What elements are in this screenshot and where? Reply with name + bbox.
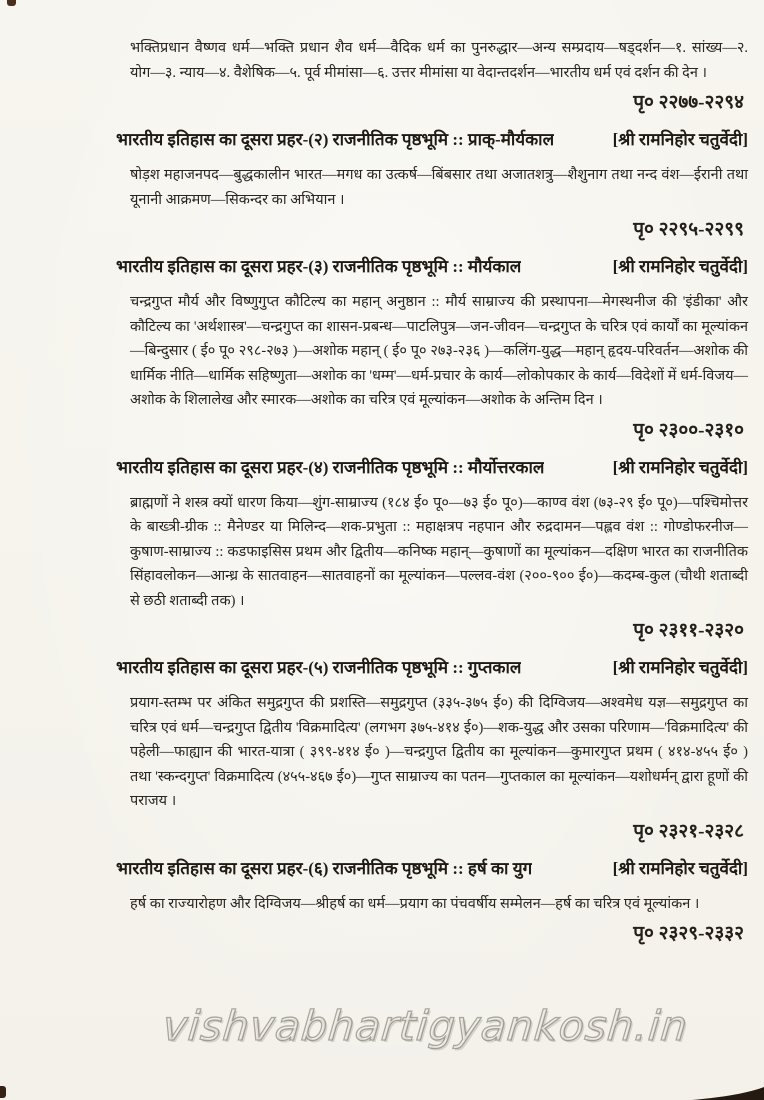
section-body: चन्द्रगुप्त मौर्य और विष्णुगुप्त कौटिल्य का महान् अनुष्ठान :: मौर्य साम्राज्य की प्रस्थापना—मेगस्थनीज की 'इंडीका' और कौटिल्य का 'अर्थशास्त्र'—चन्द्रगुप्त का शासन-प्रबन्ध—पाटलिपुत्र—जन-जीवन—चन्द्रगुप्त के चरित्र एवं कार्यों का मूल्यांकन—बिन्दुसार ( ई० पू० २९८-२७३ )—अशोक महान् ( ई० पू० २७३-२३६ )—कलिंग-युद्ध—महान् हृदय-परिवर्तन—अशोक की धार्मिक नीति—धार्मिक सहिष्णुता—अशोक का 'धम्म'—धर्म-प्रचार के कार्य—लोकोपकार के कार्य—विदेशों में धर्म-विजय—अशोक के शिलालेख और स्मारक—अशोक का चरित्र एवं मूल्यांकन—अशोक के अन्तिम दिन । (130, 294, 748, 408)
section-author: [श्री रामनिहोर चतुर्वेदी] (612, 130, 748, 149)
page-ref: पृ० २३००-२३१० (633, 419, 744, 441)
scan-artifact-top-left (7, 0, 16, 6)
section-heading (116, 655, 748, 681)
section-title: भारतीय इतिहास का दूसरा प्रहर-(४) राजनीतिक पृष्ठभूमि :: मौर्योत्तरकाल (116, 457, 545, 477)
intro-paragraph: भक्तिप्रधान वैष्णव धर्म—भक्ति प्रधान शैव धर्म—वैदिक धर्म का पुनरुद्धार—अन्य सम्प्रदाय—षड्दर्शन—१. सांख्य—२. योग—३. न्याय—४. वैशेषिक—५. पूर्व मीमांसा—६. उत्तर मीमांसा या वेदान्तदर्शन—भारतीय धर्म एवं दर्शन की देन । (130, 40, 748, 81)
page-ref: पृ० २२९५-२२९९ (633, 219, 744, 240)
page-ref: पृ० २३११-२३२० (633, 620, 744, 641)
section-author: [श्री रामनिहोर चतुर्वेदी] (612, 457, 748, 477)
section-title: भारतीय इतिहास का दूसरा प्रहर-(६) राजनीतिक पृष्ठभूमि :: हर्ष का युग (116, 858, 533, 878)
page-ref-intro: पृ० २२७७-२२९४ (633, 92, 744, 113)
section-body: ब्राह्मणों ने शस्त्र क्यों धारण किया—शुंग-साम्राज्य (१८४ ई० पू०—७३ ई० पू०)—काण्व वंश (७३-२९ ई० पू०)—पश्चिमोत्तर के बाख्त्री-ग्रीक :: मैनेण्डर या मिलिन्द—शक-प्रभुता :: महाक्षत्रप नहपान और रुद्रदामन—पह्लव वंश :: गोण्डोफरनीज—कुषाण-साम्राज्य :: कडफाइसिस प्रथम और द्वितीय—कनिष्क महान्—कुषाणों का मूल्यांकन—दक्षिण भारत का राजनीतिक सिंहावलोकन—आन्ध्र के सातवाहन—सातवाहनों का मूल्यांकन—पल्लव-वंश (२००-९०० ई०)—कदम्ब-कुल (चौथी शताब्दी से छठी शताब्दी तक) । (130, 494, 748, 609)
watermark-text: vishvabhartigyankosh.in (160, 1002, 690, 1050)
scan-artifact-page-curl (692, 1084, 764, 1100)
section-heading (116, 856, 748, 882)
scan-artifact-bottom-left (0, 1086, 6, 1098)
section-body: हर्ष का राज्यारोहण और दिग्विजय—श्रीहर्ष का धर्म—प्रयाग का पंचवर्षीय सम्मेलन—हर्ष का चरित्र एवं मूल्यांकन । (130, 895, 700, 912)
section-heading (116, 127, 748, 153)
section-heading (116, 254, 748, 280)
section-body: प्रयाग-स्तम्भ पर अंकित समुद्रगुप्त की प्रशस्ति—समुद्रगुप्त (३३५-३७५ ई०) की दिग्विजय—अश्वमेध यज्ञ—समुद्रगुप्त का चरित्र एवं धर्म—चन्द्रगुप्त द्वितीय 'विक्रमादित्य' (लगभग ३७५-४१४ ई०)—शक-युद्ध और उसका परिणाम—'विक्रमादित्य' की पहेली—फाह्यान की भारत-यात्रा ( ३९९-४१४ ई० )—चन्द्रगुप्त द्वितीय का मूल्यांकन—कुमारगुप्त प्रथम ( ४१४-४५५ ई० ) तथा 'स्कन्दगुप्त' विक्रमादित्य (४५५-४६७ ई०)—गुप्त साम्राज्य का पतन—गुप्तकाल का मूल्यांकन—यशोधर्मन् द्वारा हूणों की पराजय । (130, 695, 748, 809)
section-heading (116, 455, 748, 481)
page-ref: पृ० २३२१-२३२८ (633, 820, 744, 842)
section-title: भारतीय इतिहास का दूसरा प्रहर-(२) राजनीतिक पृष्ठभूमि :: प्राक्-मौर्यकाल (116, 130, 555, 149)
section-title: भारतीय इतिहास का दूसरा प्रहर-(५) राजनीतिक पृष्ठभूमि :: गुप्तकाल (116, 658, 522, 677)
page-ref: पृ० २३२९-२३३२ (633, 923, 744, 944)
section-author: [श्री रामनिहोर चतुर्वेदी] (612, 658, 748, 677)
section-body: षोड़श महाजनपद—बुद्धकालीन भारत—मगध का उत्कर्ष—बिंबसार तथा अजातशत्रु—शैशुनाग तथा नन्द वंश—ईरानी तथा यूनानी आक्रमण—सिकन्दर का अभियान । (130, 167, 748, 208)
section-author: [श्री रामनिहोर चतुर्वेदी] (612, 858, 748, 878)
section-author: [श्री रामनिहोर चतुर्वेदी] (612, 257, 748, 276)
section-title: भारतीय इतिहास का दूसरा प्रहर-(३) राजनीतिक पृष्ठभूमि :: मौर्यकाल (116, 257, 522, 276)
